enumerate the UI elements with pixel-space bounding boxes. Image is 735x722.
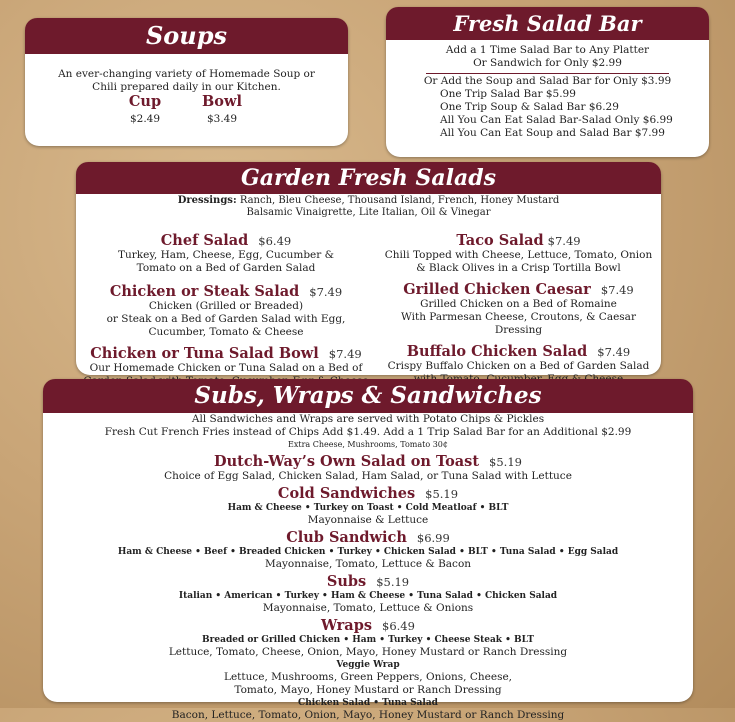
dressings-line-2: Balsamic Vinaigrette, Lite Italian, Oil & Vinegar bbox=[246, 207, 491, 218]
club-sandwich-list: Ham & Cheese • Beef • Breaded Chicken • Turkey • Chicken Salad • BLT • Tuna Salad • Egg Salad bbox=[117, 547, 619, 557]
cup-price: $2.49 bbox=[129, 113, 161, 125]
salad-desc: & Black Olives in a Crisp Tortilla Bowl bbox=[416, 262, 621, 274]
bowl-label: Bowl bbox=[202, 93, 242, 110]
salad-desc: With Parmesan Cheese, Croutons, & Caesar Dressing bbox=[401, 311, 636, 336]
subs-panel bbox=[43, 379, 693, 721]
salad-price: $7.49 bbox=[600, 283, 634, 297]
salad-price: $7.49 bbox=[309, 285, 343, 299]
salad-item bbox=[376, 279, 661, 337]
salad-item bbox=[376, 230, 661, 275]
salad-desc: or Steak on a Bed of Garden Salad with Egg, bbox=[106, 313, 346, 325]
subs-desc: Mayonnaise, Tomato, Lettuce & Onions bbox=[262, 602, 474, 614]
salad-desc: Crispy Buffalo Chicken on a Bed of Garden Salad bbox=[387, 360, 650, 372]
soups-desc-1: An ever-changing variety of Homemade Soup or bbox=[58, 68, 315, 80]
subs-name: Subs bbox=[326, 573, 367, 590]
subs-intro-3: Extra Cheese, Mushrooms, Tomato 30¢ bbox=[288, 440, 448, 449]
chicken-tuna-salad-desc: Bacon, Lettuce, Tomato, Onion, Mayo, Honey Mustard or Ranch Dressing bbox=[171, 709, 565, 721]
club-sandwich-desc: Mayonnaise, Tomato, Lettuce & Bacon bbox=[264, 558, 472, 570]
garden-salads-title: Garden Fresh Salads bbox=[76, 162, 661, 194]
cold-sandwiches-desc: Mayonnaise & Lettuce bbox=[307, 514, 429, 526]
salad-name: Buffalo Chicken Salad bbox=[406, 343, 588, 360]
salad-bar-line-1: Add a 1 Time Salad Bar to Any Platter bbox=[445, 44, 650, 56]
subs-title: Subs, Wraps & Sandwiches bbox=[43, 379, 693, 413]
salad-item bbox=[76, 230, 376, 275]
bowl-price: $3.49 bbox=[206, 113, 238, 125]
salad-desc: Tomato on a Bed of Garden Salad bbox=[136, 262, 316, 274]
dutch-way-price: $5.19 bbox=[489, 455, 522, 469]
salad-name: Chef Salad bbox=[160, 232, 249, 249]
salad-desc: Our Homemade Chicken or Tuna Salad on a Bed of bbox=[89, 362, 363, 374]
salad-bar-panel bbox=[386, 7, 709, 157]
cup-label: Cup bbox=[128, 93, 162, 110]
salad-desc: Cucumber, Tomato & Cheese bbox=[148, 326, 304, 338]
wraps-desc: Lettuce, Tomato, Cheese, Onion, Mayo, Honey Mustard or Ranch Dressing bbox=[168, 646, 568, 658]
veggie-wrap-name: Veggie Wrap bbox=[336, 660, 400, 670]
salad-bar-item: One Trip Salad Bar $5.99 bbox=[440, 88, 576, 100]
salad-price: $7.49 bbox=[597, 345, 631, 359]
club-sandwich-price: $6.99 bbox=[416, 531, 450, 545]
garden-salads-panel bbox=[76, 162, 661, 375]
subs-price: $5.19 bbox=[376, 575, 410, 589]
salad-name: Taco Salad bbox=[456, 232, 544, 249]
salad-bar-item: All You Can Eat Soup and Salad Bar $7.99 bbox=[440, 127, 665, 139]
salad-name: Grilled Chicken Caesar bbox=[403, 281, 591, 298]
subs-intro-2: Fresh Cut French Fries instead of Chips Add $1.49. Add a 1 Trip Salad Bar for an Additional $2.99 bbox=[104, 426, 632, 438]
dutch-way-name: Dutch-Way’s Own Salad on Toast bbox=[214, 453, 480, 470]
salad-bar-item: All You Can Eat Salad Bar-Salad Only $6.99 bbox=[440, 114, 673, 126]
salad-name: Chicken or Tuna Salad Bowl bbox=[90, 345, 319, 362]
salad-desc: Chili Topped with Cheese, Lettuce, Tomato, Onion bbox=[384, 249, 653, 261]
salad-item bbox=[76, 281, 376, 339]
salad-desc: Grilled Chicken on a Bed of Romaine bbox=[420, 298, 617, 310]
wraps-list: Breaded or Grilled Chicken • Ham • Turkey • Cheese Steak • BLT bbox=[202, 635, 534, 645]
veggie-wrap-desc-2: Tomato, Mayo, Honey Mustard or Ranch Dressing bbox=[234, 684, 502, 696]
cold-sandwiches-name: Cold Sandwiches bbox=[277, 485, 416, 502]
subs-intro-1: All Sandwiches and Wraps are served with Potato Chips & Pickles bbox=[191, 413, 545, 425]
soups-desc-2: Chili prepared daily in our Kitchen. bbox=[92, 81, 281, 93]
soups-panel bbox=[25, 18, 348, 146]
salad-bar-title: Fresh Salad Bar bbox=[386, 7, 709, 40]
wraps-price: $6.49 bbox=[382, 619, 415, 633]
salad-desc: Turkey, Ham, Cheese, Egg, Cucumber & bbox=[118, 249, 334, 261]
salad-price: $6.49 bbox=[258, 234, 292, 248]
salad-price: $7.49 bbox=[328, 347, 362, 361]
salad-bar-line-2: Or Sandwich for Only $2.99 bbox=[473, 57, 622, 69]
salad-bar-divider bbox=[426, 73, 669, 74]
salad-desc: Chicken (Grilled or Breaded) bbox=[148, 300, 304, 312]
dutch-way-desc: Choice of Egg Salad, Chicken Salad, Ham Salad, or Tuna Salad with Lettuce bbox=[164, 470, 572, 482]
dressings-line-1: Dressings: Ranch, Bleu Cheese, Thousand Island, French, Honey Mustard bbox=[177, 195, 560, 206]
soups-title: Soups bbox=[25, 18, 348, 54]
salad-bar-item: One Trip Soup & Salad Bar $6.29 bbox=[440, 101, 619, 113]
chicken-tuna-salad-name: Chicken Salad • Tuna Salad bbox=[298, 698, 438, 708]
cold-sandwiches-list: Ham & Cheese • Turkey on Toast • Cold Meatloaf • BLT bbox=[227, 503, 509, 513]
salad-bar-line-3: Or Add the Soup and Salad Bar for Only $3.99 bbox=[423, 75, 672, 87]
veggie-wrap-desc-1: Lettuce, Mushrooms, Green Peppers, Onions, Cheese, bbox=[223, 671, 513, 683]
cold-sandwiches-price: $5.19 bbox=[425, 487, 459, 501]
salad-name: Chicken or Steak Salad bbox=[109, 283, 300, 300]
subs-list: Italian • American • Turkey • Ham & Cheese • Tuna Salad • Chicken Salad bbox=[178, 591, 558, 601]
salad-price: $7.49 bbox=[547, 234, 581, 248]
wraps-name: Wraps bbox=[321, 617, 373, 634]
club-sandwich-name: Club Sandwich bbox=[286, 529, 407, 546]
